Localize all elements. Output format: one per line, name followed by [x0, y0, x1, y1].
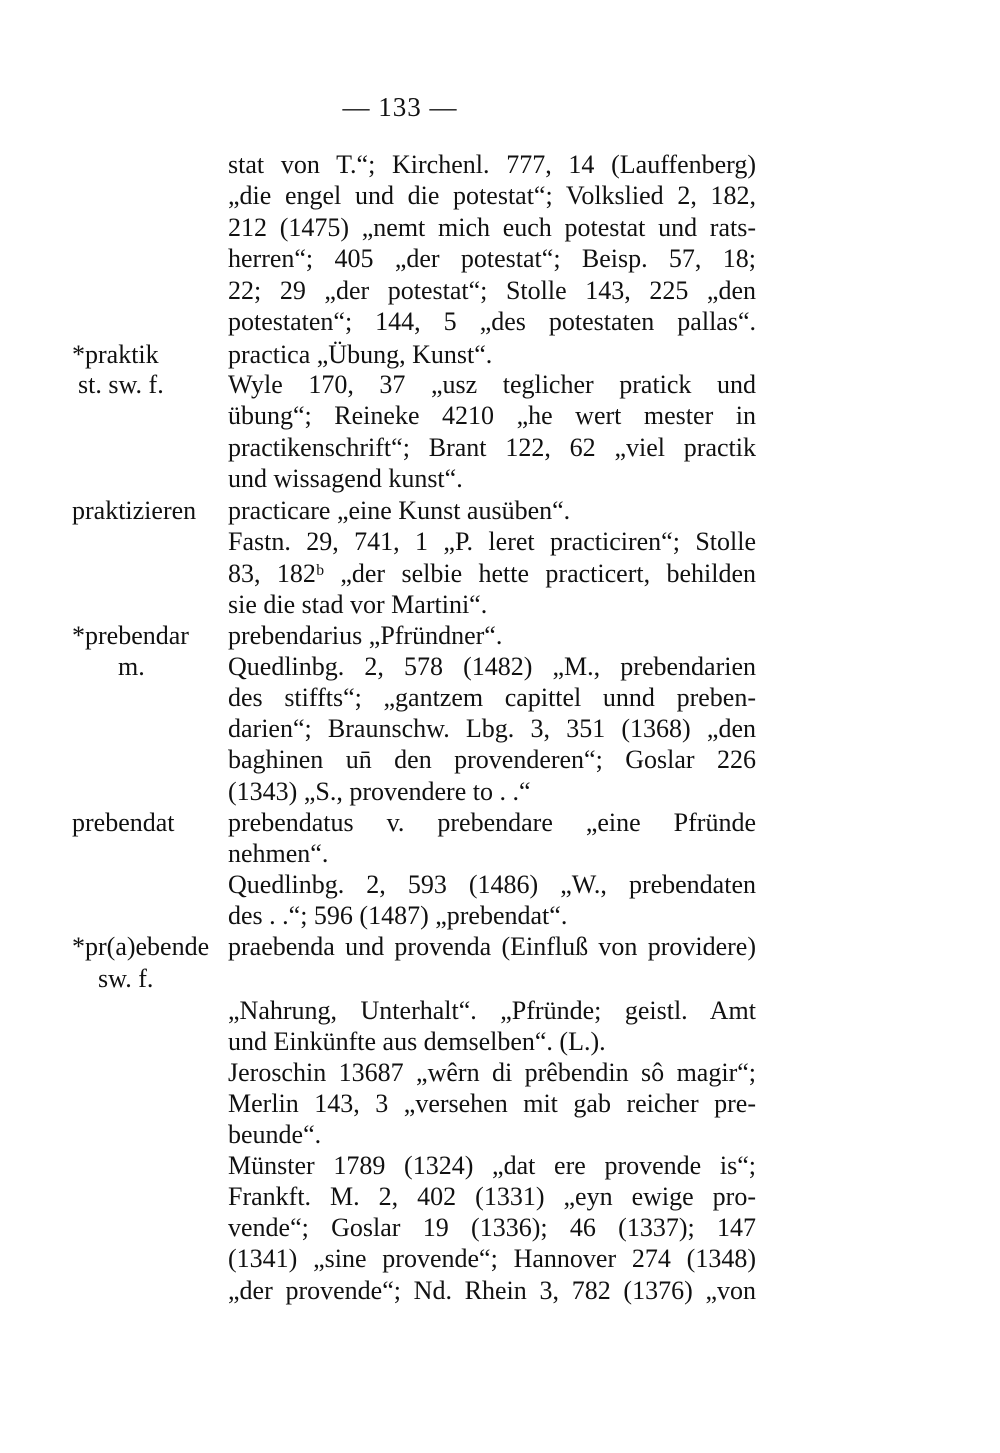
entry-line: herren“; 405 „der potestat“; Beisp. 57, 18; [228, 244, 756, 273]
entry-line: stat von T.“; Kirchenl. 777, 14 (Lauffenberg) [228, 150, 756, 179]
entry-line: vende“; Goslar 19 (1336); 46 (1337); 147 [228, 1213, 756, 1242]
lemma-praktik: *praktik [72, 340, 159, 369]
entry-line: Merlin 143, 3 „versehen mit gab reicher pre- [228, 1089, 756, 1118]
entry-line: des stiffts“; „gantzem capittel unnd preben- [228, 683, 756, 712]
entry-line: Fastn. 29, 741, 1 „P. leret practiciren“; Stolle [228, 527, 756, 556]
entry-line: Frankft. M. 2, 402 (1331) „eyn ewige pro- [228, 1182, 756, 1211]
entry-line: Münster 1789 (1324) „dat ere provende is“; [228, 1151, 756, 1180]
entry-line: beunde“. [228, 1120, 322, 1149]
entry-line: 212 (1475) „nemt mich euch potestat und rats- [228, 213, 756, 242]
entry-line: praebenda und provenda (Einfluß von providere) [228, 932, 756, 961]
entry-line: potestaten“; 144, 5 „des potestaten pallas“. [228, 307, 756, 336]
entry-line: Quedlinbg. 2, 578 (1482) „M., prebendarien [228, 652, 756, 681]
entry-line: nehmen“. [228, 839, 329, 868]
entry-line: des . .“; 596 (1487) „prebendat“. [228, 901, 568, 930]
entry-line: 83, 182ᵇ „der selbie hette practicert, behilden [228, 559, 756, 588]
entry-line: practica „Übung, Kunst“. [228, 340, 493, 369]
lemma-praktizieren: praktizieren [72, 496, 197, 525]
entry-line: prebendarius „Pfründner“. [228, 621, 503, 650]
entry-line: prebendatus v. prebendare „eine Pfründe [228, 808, 756, 837]
entry-line: und wissagend kunst“. [228, 464, 463, 493]
entry-line: „der provende“; Nd. Rhein 3, 782 (1376) „von [228, 1276, 756, 1305]
entry-line: „die engel und die potestat“; Volkslied 2, 182, [228, 181, 756, 210]
entry-line: „Nahrung, Unterhalt“. „Pfründe; geistl. Amt [228, 996, 756, 1025]
lemma-praebende: *pr(a)ebende [72, 932, 210, 961]
entry-line: Quedlinbg. 2, 593 (1486) „W., prebendaten [228, 870, 756, 899]
entry-line: baghinen un̄ den provenderen“; Goslar 226 [228, 745, 756, 774]
entry-line: übung“; Reineke 4210 „he wert mester in [228, 401, 756, 430]
lemma-prebendar: *prebendar [72, 621, 189, 650]
entry-line: darien“; Braunschw. Lbg. 3, 351 (1368) „den [228, 714, 756, 743]
entry-line: (1343) „S., provendere to . .“ [228, 777, 531, 806]
entry-line: (1341) „sine provende“; Hannover 274 (1348) [228, 1244, 756, 1273]
entry-line: 22; 29 „der potestat“; Stolle 143, 225 „den [228, 276, 756, 305]
lemma-praktik-grammar: st. sw. f. [78, 370, 164, 399]
lemma-praebende-grammar: sw. f. [98, 964, 154, 993]
page-number: — 133 — [342, 92, 458, 122]
entry-line: sie die stad vor Martini“. [228, 590, 488, 619]
entry-line: Jeroschin 13687 „wêrn di prêbendin sô magir“; [228, 1058, 756, 1087]
entry-line: practikenschrift“; Brant 122, 62 „viel practik [228, 433, 756, 462]
entry-line: und Einkünfte aus demselben“. (L.). [228, 1027, 606, 1056]
entry-line: practicare „eine Kunst ausüben“. [228, 496, 571, 525]
lemma-prebendar-grammar: m. [118, 652, 145, 681]
entry-line: Wyle 170, 37 „usz teglicher pratick und [228, 370, 756, 399]
lemma-prebendat: prebendat [72, 808, 175, 837]
